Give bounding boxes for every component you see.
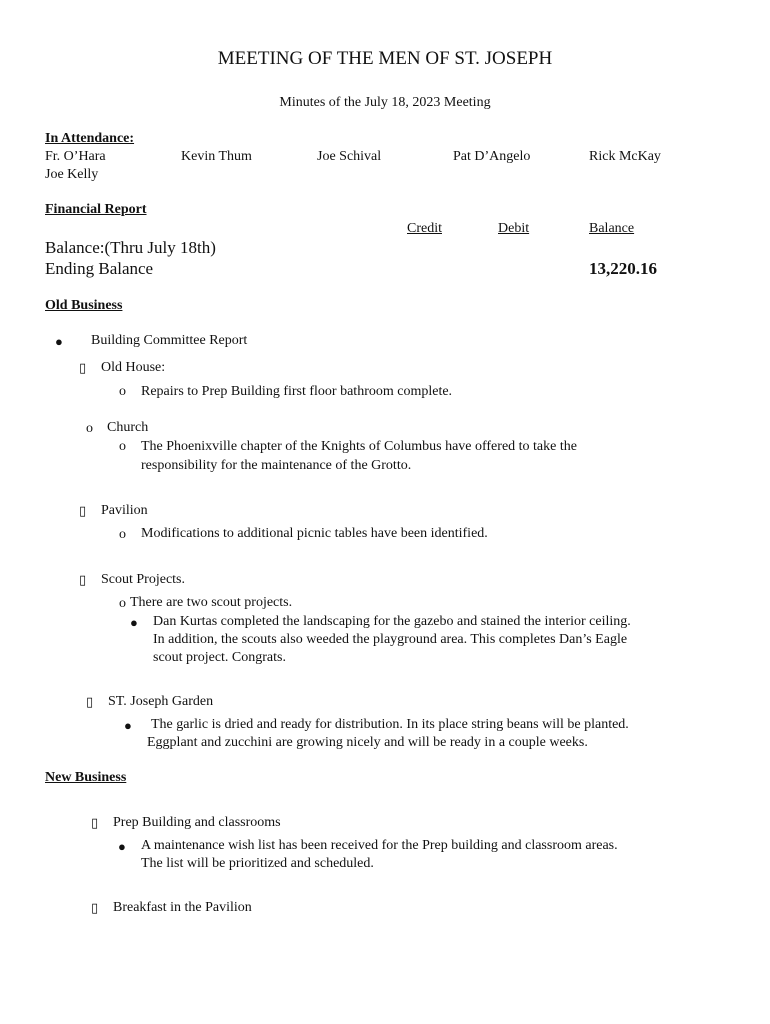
balance-thru-label: Balance:(Thru July 18th) — [45, 238, 216, 257]
new-business-heading: New Business — [45, 770, 127, 785]
bullet-dot-icon: ● — [130, 615, 138, 630]
garden-item: ST. Joseph Garden — [108, 694, 214, 709]
scout-sub-line: In addition, the scouts also weeded the playground area. This completes Dan’s Eagle — [153, 632, 628, 647]
scout-projects-detail: There are two scout projects. — [130, 595, 293, 610]
square-bullet-icon: ▯ — [79, 360, 87, 375]
circle-bullet-icon: o — [119, 596, 126, 611]
scout-projects-item: Scout Projects. — [101, 572, 185, 587]
square-bullet-icon: ▯ — [91, 900, 99, 915]
square-bullet-icon: ▯ — [91, 815, 99, 830]
old-house-item: Old House: — [101, 360, 166, 375]
old-business-heading: Old Business — [45, 298, 123, 313]
building-committee-item: Building Committee Report — [91, 333, 248, 348]
circle-bullet-icon: o — [119, 384, 126, 399]
bullet-dot-icon: ● — [55, 334, 63, 349]
attendee-name: Joe Kelly — [45, 167, 99, 182]
church-detail-line: responsibility for the maintenance of the Grotto. — [141, 458, 412, 473]
breakfast-item: Breakfast in the Pavilion — [113, 900, 252, 915]
debit-column-header: Debit — [498, 221, 530, 236]
square-bullet-icon: ▯ — [86, 694, 94, 709]
balance-column-header: Balance — [589, 221, 635, 236]
prep-building-item: Prep Building and classrooms — [113, 815, 281, 830]
circle-bullet-icon: o — [119, 527, 126, 542]
attendee-name: Kevin Thum — [181, 149, 252, 164]
garden-detail-line: The garlic is dried and ready for distribution. In its place string beans will be planted. — [151, 717, 629, 732]
document-title: MEETING OF THE MEN OF ST. JOSEPH — [217, 48, 553, 69]
ending-balance-value: 13,220.16 — [589, 259, 657, 278]
church-detail-line: The Phoenixville chapter of the Knights of Columbus have offered to take the — [141, 439, 577, 454]
bullet-dot-icon: ● — [124, 718, 132, 733]
scout-sub-line: Dan Kurtas completed the landscaping for the gazebo and stained the interior ceiling. — [153, 614, 631, 629]
attendance-heading: In Attendance: — [45, 131, 135, 146]
scout-sub-line: scout project. Congrats. — [153, 650, 286, 665]
circle-bullet-icon: o — [86, 421, 93, 436]
square-bullet-icon: ▯ — [79, 572, 87, 587]
attendee-name: Fr. O’Hara — [45, 149, 106, 164]
garden-detail-line: Eggplant and zucchini are growing nicely and will be ready in a couple weeks. — [147, 735, 588, 750]
prep-detail-line: The list will be prioritized and scheduled. — [141, 856, 374, 871]
attendee-name: Pat D’Angelo — [453, 149, 531, 164]
bullet-dot-icon: ● — [118, 839, 126, 854]
old-house-detail: Repairs to Prep Building first floor bathroom complete. — [141, 384, 453, 399]
pavilion-item: Pavilion — [101, 503, 148, 518]
document-subtitle: Minutes of the July 18, 2023 Meeting — [279, 95, 491, 110]
attendee-name: Joe Schival — [317, 149, 382, 164]
square-bullet-icon: ▯ — [79, 503, 87, 518]
prep-detail-line: A maintenance wish list has been received for the Prep building and classroom areas. — [141, 838, 618, 853]
attendee-name: Rick McKay — [589, 149, 661, 164]
church-item: Church — [107, 420, 149, 435]
credit-column-header: Credit — [407, 221, 442, 236]
ending-balance-label: Ending Balance — [45, 259, 154, 278]
financial-heading: Financial Report — [45, 202, 147, 217]
pavilion-detail: Modifications to additional picnic tables have been identified. — [141, 526, 488, 541]
circle-bullet-icon: o — [119, 439, 126, 454]
